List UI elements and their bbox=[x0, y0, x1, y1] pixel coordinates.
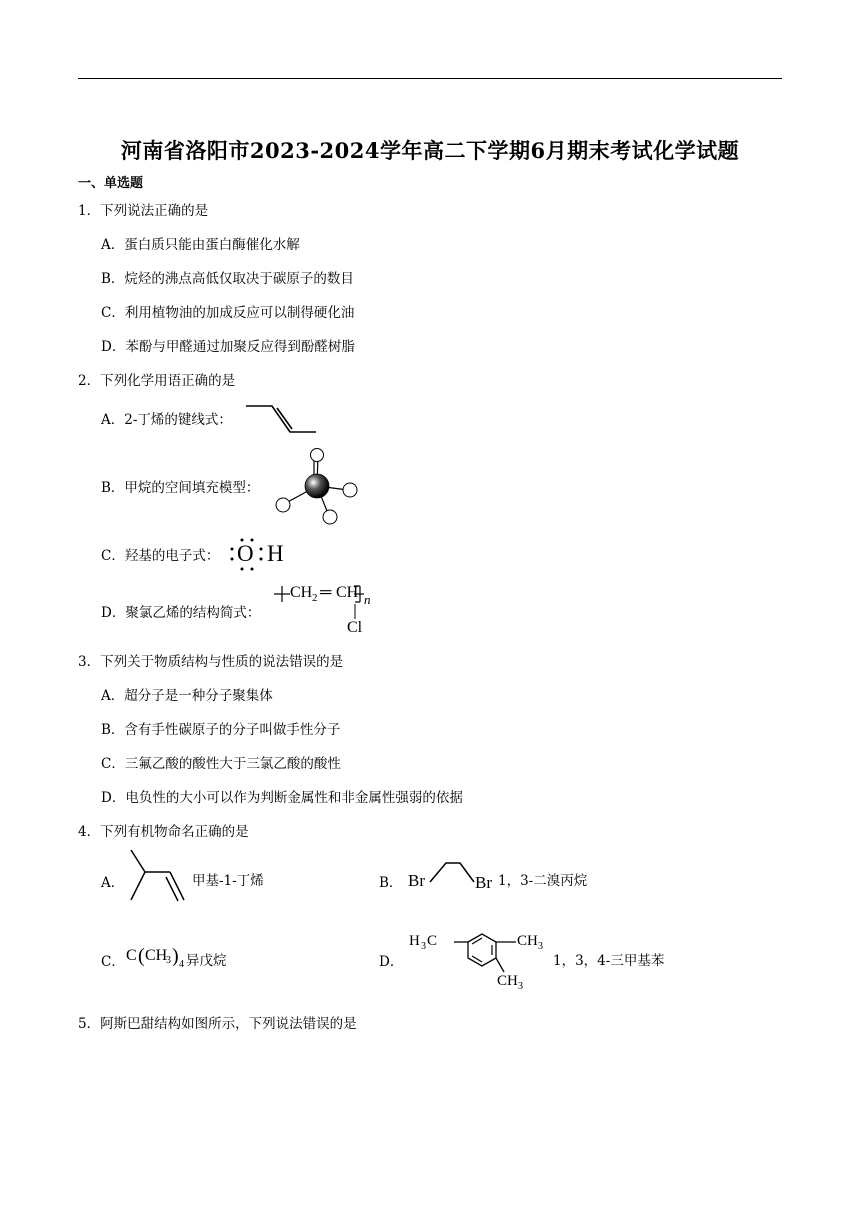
butene-skeletal-formula bbox=[244, 402, 320, 436]
q4-option-a-letter: A． bbox=[101, 875, 125, 891]
q4-option-a-name: 甲基-1-丁烯 bbox=[192, 873, 264, 889]
methane-model bbox=[270, 444, 362, 528]
pvc-n: n bbox=[364, 592, 371, 607]
pvc-subscript: 2 bbox=[312, 592, 318, 604]
q4c-paren-close: ) bbox=[172, 945, 179, 967]
q4b-skeletal-formula bbox=[430, 860, 480, 890]
q4d-ch3-bottom: CH bbox=[497, 973, 518, 989]
question-5-stem: 5．阿斯巴甜结构如图所示，下列说法错误的是 bbox=[78, 1016, 357, 1032]
q1-option-c: C．利用植物油的加成反应可以制得硬化油 bbox=[101, 305, 355, 321]
q4-option-b-name: 1，3-二溴丙烷 bbox=[498, 873, 588, 889]
q4-option-d-name: 1，3，4-三甲基苯 bbox=[553, 953, 665, 969]
question-3-stem: 3．下列关于物质结构与性质的说法错误的是 bbox=[78, 654, 344, 670]
section-heading: 一、单选题 bbox=[78, 176, 144, 191]
q4c-sub3: 3 bbox=[166, 955, 171, 966]
q4d-ch3-right-sub: 3 bbox=[538, 941, 543, 952]
q4b-bromine-right: Br bbox=[475, 873, 492, 892]
q4-option-c-letter: C． bbox=[101, 954, 125, 970]
page-title: 河南省洛阳市2023-2024学年高二下学期6月期末考试化学试题 bbox=[120, 138, 740, 163]
q2-option-c: C．羟基的电子式： bbox=[101, 548, 220, 564]
q1-option-d: D．苯酚与甲醛通过加聚反应得到酚醛树脂 bbox=[101, 339, 355, 355]
question-1-stem: 1．下列说法正确的是 bbox=[78, 203, 209, 219]
q4a-skeletal-formula bbox=[128, 846, 188, 906]
q3-option-a: A．超分子是一种分子聚集体 bbox=[101, 688, 273, 704]
question-4-stem: 4．下列有机物命名正确的是 bbox=[78, 824, 249, 840]
q4d-structure bbox=[408, 922, 558, 994]
header-rule bbox=[78, 78, 782, 79]
q1-option-a: A．蛋白质只能由蛋白酶催化水解 bbox=[101, 237, 300, 253]
q3-option-c: C．三氟乙酸的酸性大于三氯乙酸的酸性 bbox=[101, 756, 341, 772]
hydroxyl-hydrogen: H bbox=[267, 541, 284, 566]
hydroxyl-oxygen: O bbox=[237, 541, 254, 566]
q4c-paren-open: ( bbox=[138, 945, 145, 967]
pvc-ch: CH bbox=[290, 584, 313, 601]
q4d-h3c-sub: 3 bbox=[421, 941, 426, 952]
q4d-ch3-right: CH bbox=[517, 933, 538, 949]
q4d-ch3-bottom-sub: 3 bbox=[518, 981, 523, 992]
q3-option-b: B．含有手性碳原子的分子叫做手性分子 bbox=[101, 722, 341, 738]
q1-option-b: B．烷烃的沸点高低仅取决于碳原子的数目 bbox=[101, 271, 354, 287]
pvc-chlorine: Cl bbox=[347, 619, 363, 636]
question-2-stem: 2．下列化学用语正确的是 bbox=[78, 373, 236, 389]
q4-option-d-letter: D． bbox=[379, 954, 404, 970]
q2-option-b: B．甲烷的空间填充模型： bbox=[101, 480, 260, 496]
q4c-sub4: 4 bbox=[179, 959, 184, 970]
q4c-ch: CH bbox=[145, 947, 168, 964]
q4d-h3c-h: H bbox=[409, 933, 420, 949]
q4c-carbon: C bbox=[126, 947, 137, 964]
q4-option-b-letter: B． bbox=[379, 875, 403, 891]
q4-option-c-name: 异戊烷 bbox=[186, 953, 227, 969]
pvc-bond: ═ bbox=[320, 584, 332, 601]
pvc-structure bbox=[270, 582, 390, 642]
q3-option-d: D．电负性的大小可以作为判断金属性和非金属性强弱的依据 bbox=[101, 790, 463, 806]
pvc-ch-second: CH bbox=[336, 584, 359, 601]
q4d-h3c-c: C bbox=[427, 933, 438, 949]
hydroxyl-electron-formula bbox=[228, 536, 298, 572]
q2-option-a: A．2-丁烯的键线式： bbox=[101, 412, 232, 428]
q2-option-d: D．聚氯乙烯的结构简式： bbox=[101, 605, 261, 621]
q4b-bromine-left: Br bbox=[408, 871, 425, 890]
